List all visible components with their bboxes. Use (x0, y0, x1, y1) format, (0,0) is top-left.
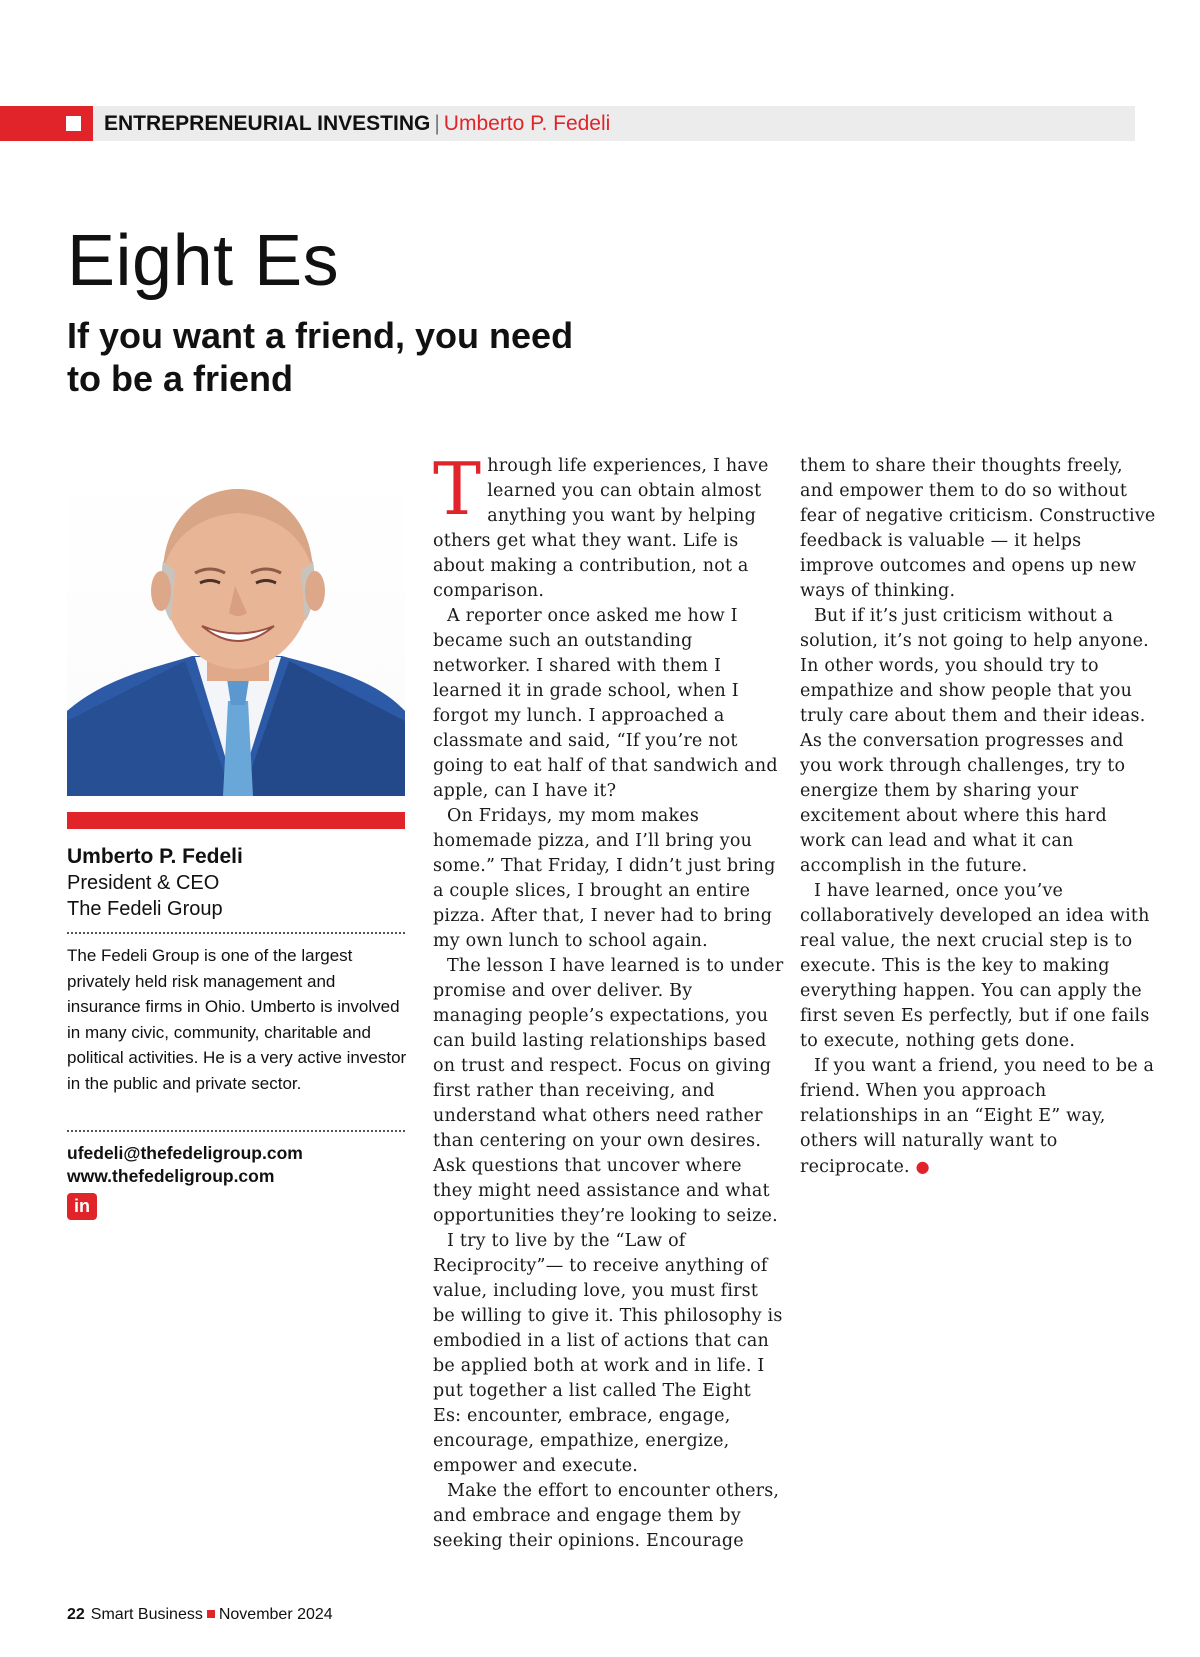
article-column-1 (433, 447, 785, 1554)
bio-description: The Fedeli Group is one of the largest privately held risk management and insurance firms in Ohio. Umberto is involved in many civic, community, charitable and political activities. He is a very active investor in the public and private sector. (67, 946, 407, 1093)
publication-name: Smart Business (90, 1606, 203, 1623)
header-separator: | (434, 112, 440, 135)
article-title: Eight Es (67, 221, 340, 301)
header-red-block (0, 106, 93, 141)
linkedin-icon[interactable]: in (67, 1193, 97, 1220)
page-footer (67, 1605, 333, 1625)
header-text (104, 111, 610, 137)
paragraph: The lesson I have learned is to under promise and over deliver. By managing people’s expectations, you can build lasting relationships based on trust and respect. Focus on giving first rather than receiving, and understand what others need rather than centering on your own desires. Ask questions that uncover where they might need assistance and what opportunities they’re looking to seize. (433, 956, 784, 1226)
photo-accent-bar (67, 812, 405, 829)
paragraph: Make the effort to encounter others, and embrace and engage them by seeking their opinions. Encourage (433, 1481, 780, 1551)
header-square-icon (66, 116, 81, 131)
closing-text: If you want a friend, you need to be a friend. When you approach relationships in an “Eight E” way, others will naturally want to reciprocate. (800, 1056, 1155, 1177)
website-link[interactable]: www.thefedeligroup.com (67, 1166, 275, 1186)
bio-divider-top (67, 932, 405, 934)
bio-divider-bottom (67, 1130, 405, 1132)
paragraph: I try to live by the “Law of Reciprocity”— to receive anything of value, including love, you must first be willing to give it. This philosophy is embodied in a list of actions that can be applied both at work and in life. I put together a list called The Eight Es: encounter, embrace, engage, encourage, empathize, energize, empower and execute. (433, 1231, 783, 1476)
paragraph-continued: them to share their thoughts freely, and empower them to do so without fear of negative criticism. Constructive feedback is valuable — it helps improve outcomes and opens up new ways of thinking. (800, 456, 1156, 601)
first-paragraph-text: hrough life experiences, I have learned you can obtain almost anything you want by helping others get what they want. Life is about making a contribution, not a comparison. (433, 456, 769, 601)
issue-date: November 2024 (218, 1606, 333, 1623)
section-name: ENTREPRENEURIAL INVESTING (104, 112, 431, 135)
email-link[interactable]: ufedeli@thefedeligroup.com (67, 1143, 303, 1163)
section-header (0, 106, 1135, 141)
portrait-illustration (67, 461, 405, 796)
bio-company: The Fedeli Group (67, 898, 223, 920)
closing-paragraph (800, 1054, 1156, 1180)
footer-separator-icon (207, 1610, 215, 1618)
bio-name: Umberto P. Fedeli (67, 845, 243, 868)
page-number: 22 (67, 1606, 85, 1623)
first-paragraph (433, 447, 785, 604)
header-author: Umberto P. Fedeli (443, 112, 611, 135)
bio-role: President & CEO (67, 872, 220, 894)
end-mark-icon: ● (915, 1157, 930, 1176)
author-photo (67, 461, 405, 796)
paragraph: I have learned, once you’ve collaboratively developed an idea with real value, the next crucial step is to execute. This is the key to making everything happen. You can apply the first seven Es perfectly, but if one fails to execute, nothing gets done. (800, 881, 1150, 1051)
article-subtitle: If you want a friend, you need to be a friend (67, 315, 574, 399)
paragraph: But if it’s just criticism without a solution, it’s not going to help anyone. In other words, you should try to empathize and show people that you truly care about them and their ideas. As the conversation progresses and you work through challenges, try to energize them by sharing your excitement about where this hard work can lead and what it can accomplish in the future. (800, 606, 1149, 876)
paragraph: A reporter once asked me how I became such an outstanding networker. I shared with them I learned it in grade school, when I forgot my lunch. I approached a classmate and said, “If you’re not going to eat half of that sandwich and apple, can I have it? (433, 606, 778, 801)
paragraph: On Fridays, my mom makes homemade pizza, and I’ll bring you some.” That Friday, I didn’t just bring a couple slices, I brought an entire pizza. After that, I never had to bring my own lunch to school again. (433, 806, 776, 951)
article-column-2 (800, 454, 1156, 1180)
drop-cap: T (433, 447, 482, 531)
